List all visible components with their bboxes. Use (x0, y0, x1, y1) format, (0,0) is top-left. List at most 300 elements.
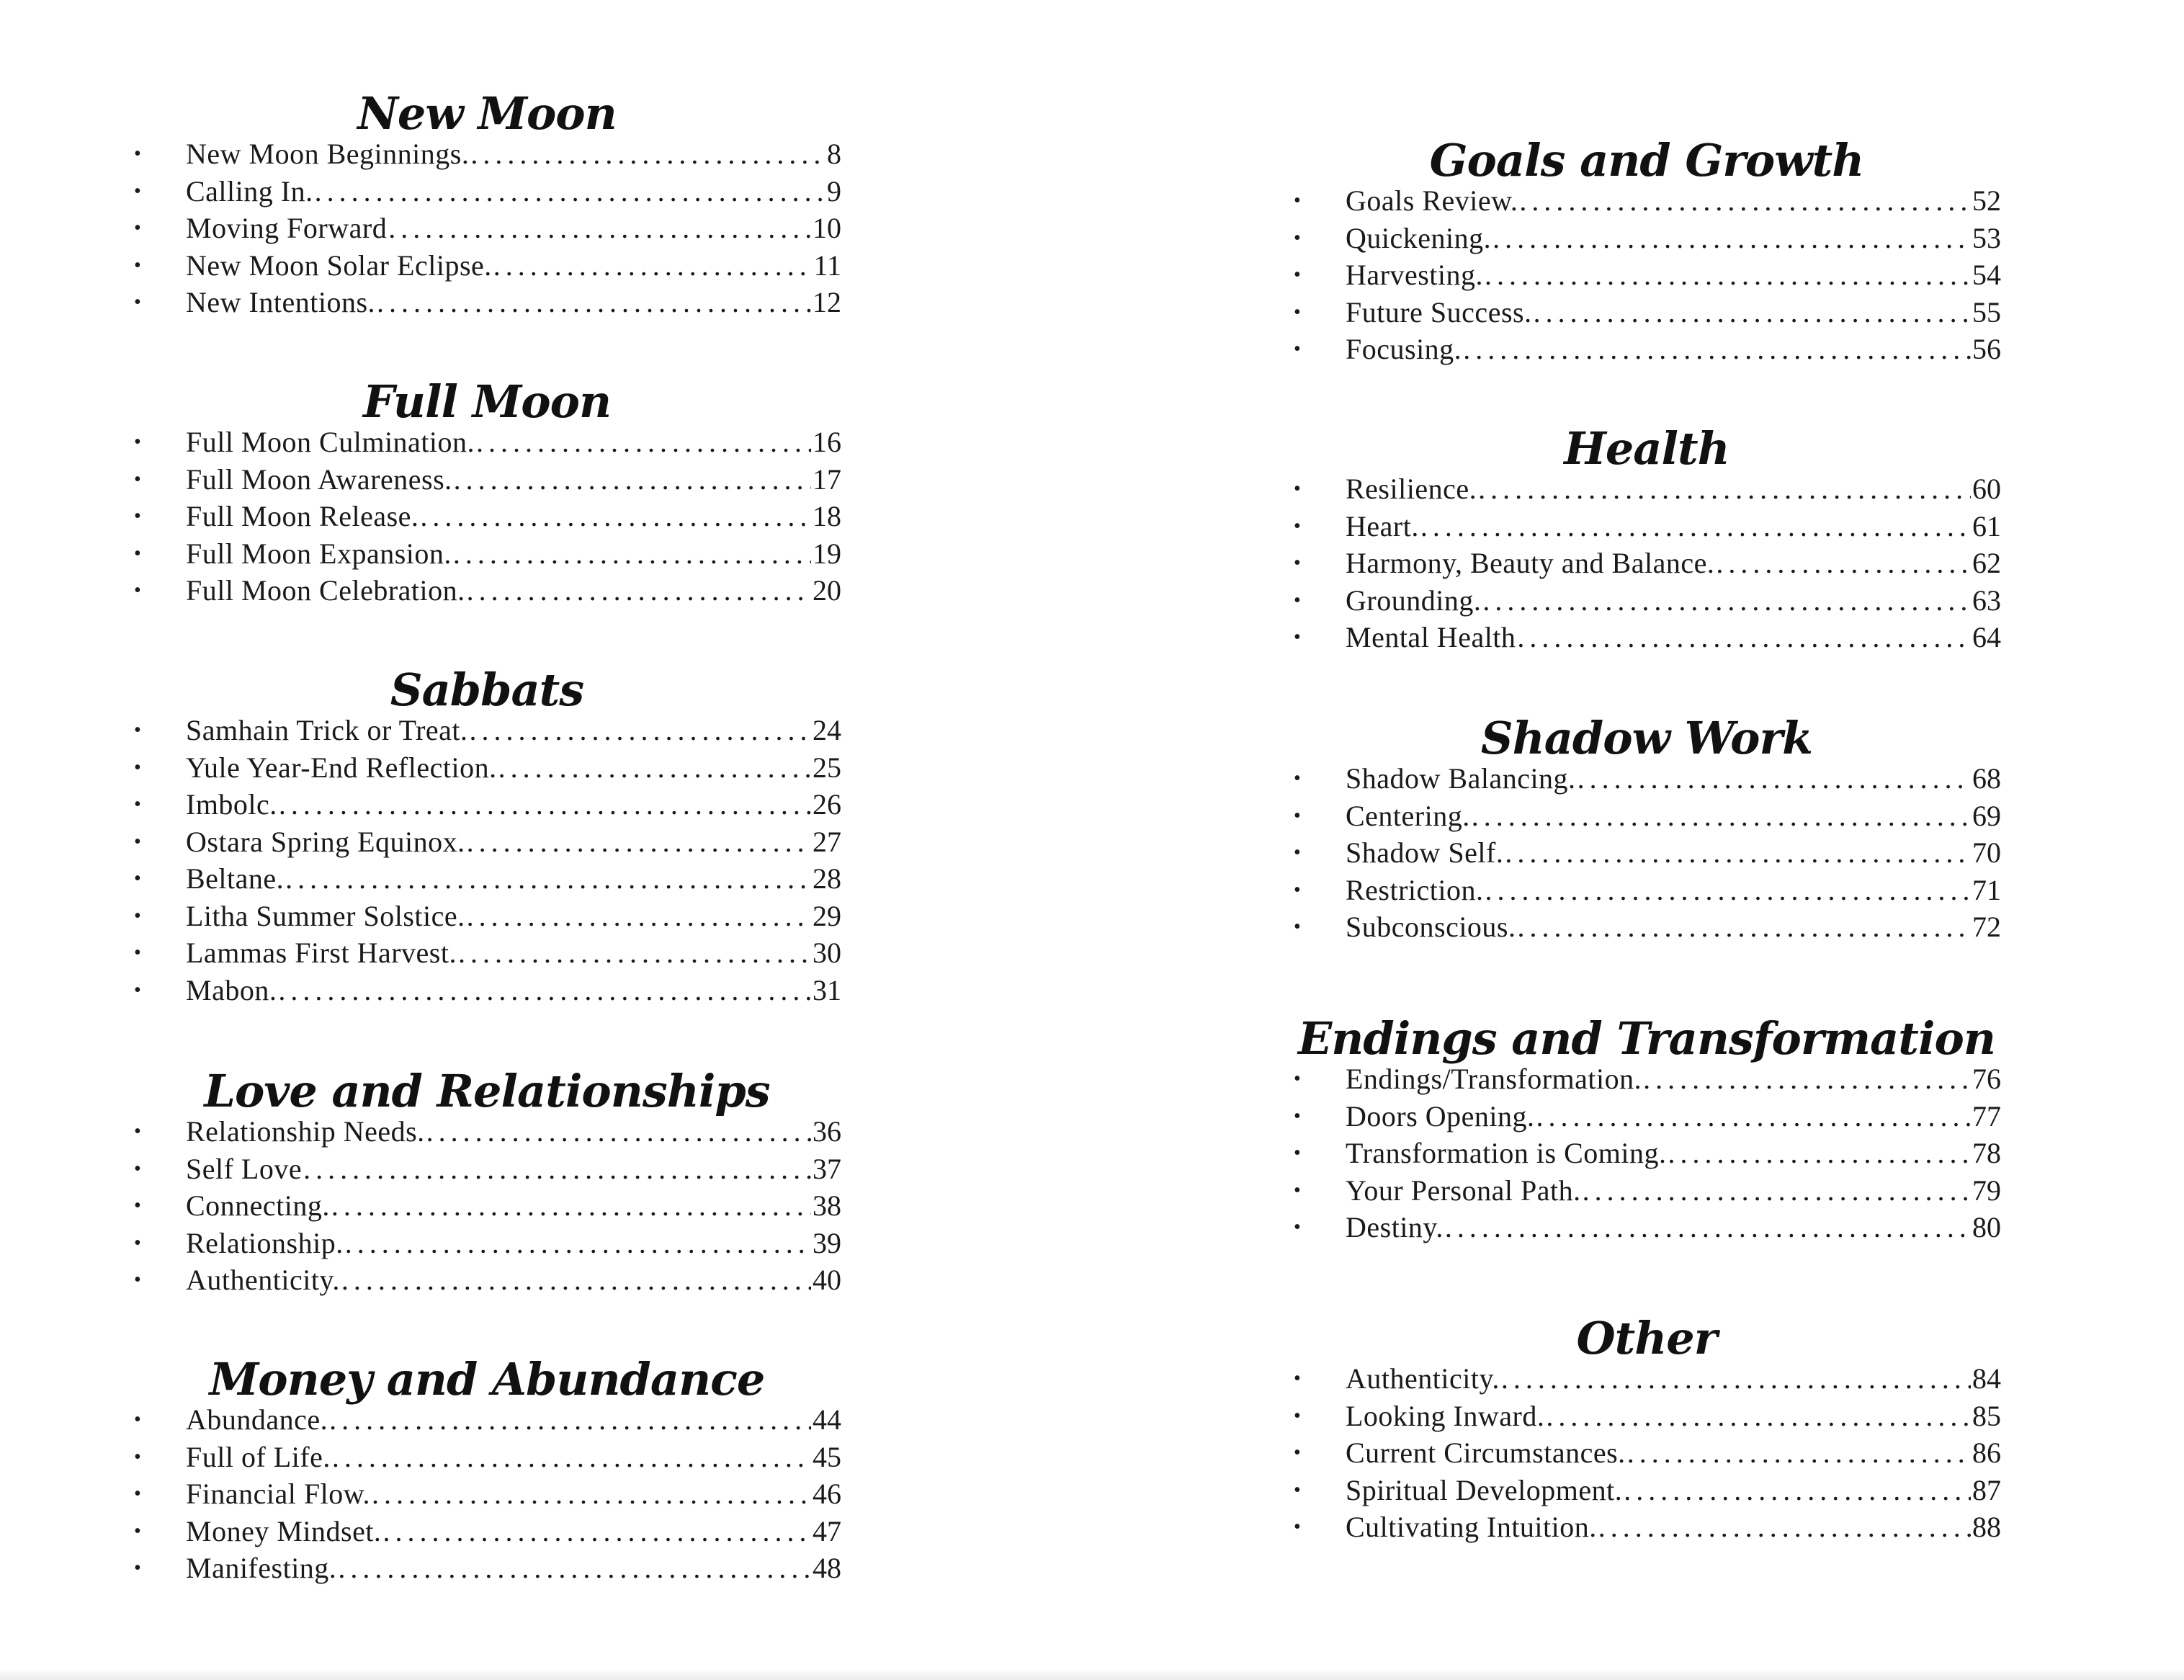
dot-leader (340, 1261, 811, 1299)
page-number: 77 (1972, 1099, 2001, 1132)
dot-leader (1484, 872, 1971, 909)
toc-entry-row (186, 461, 841, 499)
entry-title: Money Mindset. (186, 1514, 382, 1547)
toc-entry-row (186, 135, 841, 173)
page-number: 64 (1972, 621, 2001, 653)
dot-leader (1516, 908, 1972, 946)
page-number: 63 (1972, 584, 2001, 617)
bullet-icon: • (134, 542, 141, 565)
toc-entry (1286, 834, 2007, 872)
entry-title: Relationship Needs. (186, 1115, 425, 1148)
bullet-icon: • (1294, 589, 1301, 612)
dot-leader (1491, 220, 1971, 257)
bullet-icon: • (1294, 478, 1301, 500)
page-number: 45 (813, 1440, 841, 1473)
toc-entry-row (186, 247, 841, 285)
bullet-icon: • (134, 793, 141, 816)
page-number: 30 (813, 937, 841, 969)
toc-entry-row (186, 749, 841, 787)
bullet-icon: • (1294, 626, 1301, 648)
page-number: 84 (1972, 1362, 2001, 1395)
section-heading: Health (1564, 422, 1729, 475)
bullet-icon: • (1294, 1104, 1301, 1127)
bullet-icon: • (134, 579, 141, 602)
page-number: 47 (813, 1514, 841, 1547)
page-number: 61 (1972, 509, 2001, 542)
toc-entry-row (1346, 1509, 2001, 1546)
toc-entry-list (127, 712, 847, 1009)
page-number: 24 (813, 714, 841, 746)
bullet-icon: • (134, 756, 141, 779)
dot-leader (1470, 797, 1971, 835)
toc-entry (1286, 797, 2007, 835)
bullet-icon: • (134, 431, 141, 453)
entry-title: Authenticity. (1346, 1362, 1500, 1395)
dot-leader (331, 1439, 811, 1476)
entry-title: Harvesting. (1346, 259, 1484, 291)
section-heading: Goals and Growth (1429, 134, 1864, 187)
page-number: 52 (1972, 184, 2001, 217)
toc-entry-row (186, 424, 841, 461)
entry-title: Your Personal Path. (1346, 1174, 1581, 1207)
entry-title: Spiritual Development. (1346, 1473, 1623, 1506)
toc-entry-row (186, 572, 841, 609)
entry-title: Financial Flow. (186, 1478, 370, 1510)
entry-title: Authenticity. (186, 1264, 340, 1296)
page-number: 87 (1972, 1473, 2001, 1506)
entry-title: New Moon Beginnings. (186, 138, 470, 170)
toc-entry-row (1346, 470, 2001, 508)
toc-entry (127, 823, 847, 861)
toc-entry-list (127, 1401, 847, 1587)
toc-entry (1286, 908, 2007, 946)
toc-entry-row (186, 1261, 841, 1299)
dot-leader (1462, 331, 1971, 368)
toc-entry (127, 749, 847, 787)
toc-entry (127, 498, 847, 535)
bullet-icon: • (1294, 514, 1301, 537)
bullet-icon: • (134, 1157, 141, 1180)
toc-entry-row (1346, 760, 2001, 797)
entry-title: Full Moon Expansion. (186, 537, 452, 570)
dot-leader (469, 135, 825, 173)
dot-leader (1544, 1398, 1971, 1435)
toc-entry (1286, 470, 2007, 508)
bullet-icon: • (134, 1519, 141, 1542)
toc-entry (1286, 760, 2007, 797)
entry-title: Centering. (1346, 799, 1470, 832)
toc-entry (127, 1261, 847, 1299)
toc-entry-row (186, 210, 841, 247)
entry-title: Calling In. (186, 174, 313, 207)
page-number: 55 (1972, 295, 2001, 329)
dot-leader (1714, 545, 1971, 582)
dot-leader (1667, 1135, 1972, 1172)
bullet-icon: • (134, 1194, 141, 1217)
entry-title: Litha Summer Solstice. (186, 899, 465, 932)
entry-title: New Intentions. (186, 286, 376, 318)
entry-title: Focusing. (1346, 333, 1462, 365)
bullet-icon: • (134, 942, 141, 964)
page-number: 54 (1972, 259, 2001, 291)
dot-leader (1516, 619, 1971, 656)
dot-leader (387, 210, 811, 247)
dot-leader (313, 173, 825, 210)
bullet-icon: • (134, 179, 141, 202)
toc-entry (127, 284, 847, 321)
dot-leader (284, 860, 811, 898)
page-number: 78 (1972, 1137, 2001, 1169)
toc-entry-list (1286, 1060, 2007, 1246)
bullet-icon: • (1294, 841, 1301, 864)
toc-entry (1286, 220, 2007, 257)
dot-leader (1500, 1360, 1971, 1398)
bullet-icon: • (134, 1269, 141, 1291)
toc-entry-row (186, 898, 841, 935)
toc-entry (1286, 182, 2007, 220)
dot-leader (1535, 1098, 1971, 1135)
toc-entry (127, 1401, 847, 1439)
toc-entry (1286, 256, 2007, 294)
toc-entry (127, 1475, 847, 1513)
page-number: 8 (827, 138, 841, 170)
toc-entry (127, 786, 847, 823)
bullet-icon: • (134, 1445, 141, 1468)
page-number: 27 (813, 825, 841, 858)
dot-leader (1576, 760, 1971, 797)
bullet-icon: • (1294, 916, 1301, 938)
page-number: 62 (1972, 547, 2001, 579)
page-number: 31 (813, 973, 841, 1006)
entry-title: Shadow Balancing. (1346, 762, 1576, 795)
entry-title: Transformation is Coming. (1346, 1137, 1667, 1169)
toc-entry (127, 424, 847, 461)
entry-title: Destiny. (1346, 1211, 1444, 1243)
dot-leader (370, 1475, 811, 1513)
toc-entry (127, 535, 847, 573)
page-number: 40 (813, 1264, 841, 1296)
bullet-icon: • (1294, 1068, 1301, 1090)
page-number: 12 (813, 286, 841, 318)
toc-entry-row (186, 1150, 841, 1188)
page-number: 53 (1972, 221, 2001, 254)
dot-leader (1622, 1472, 1971, 1509)
page-number: 86 (1972, 1437, 2001, 1469)
section-heading: Other (1576, 1312, 1717, 1364)
toc-entry-row (1346, 220, 2001, 257)
toc-entry (1286, 1135, 2007, 1172)
bullet-icon: • (134, 1231, 141, 1254)
section-heading: Love and Relationships (204, 1065, 770, 1117)
entry-title: Yule Year-End Reflection. (186, 751, 497, 784)
dot-leader (328, 1401, 811, 1439)
dot-leader (465, 823, 811, 861)
bullet-icon: • (1294, 189, 1301, 212)
entry-title: Mabon. (186, 973, 277, 1006)
dot-leader (1419, 508, 1971, 545)
toc-entry (127, 210, 847, 247)
entry-title: Manifesting. (186, 1552, 337, 1584)
entry-title: Heart. (1346, 509, 1419, 542)
bullet-icon: • (134, 904, 141, 927)
dot-leader (492, 247, 813, 285)
page-number: 11 (813, 249, 841, 282)
bullet-icon: • (1294, 1179, 1301, 1202)
dot-leader (1444, 1209, 1971, 1246)
entry-title: Future Success. (1346, 295, 1532, 329)
bullet-icon: • (134, 254, 141, 277)
toc-entry (1286, 582, 2007, 620)
bullet-icon: • (1294, 552, 1301, 574)
bullet-icon: • (134, 830, 141, 853)
toc-entry-list (127, 1113, 847, 1299)
toc-entry (1286, 508, 2007, 545)
toc-entry (1286, 1172, 2007, 1210)
toc-entry-row (1346, 1209, 2001, 1246)
toc-entry (127, 860, 847, 898)
dot-leader (375, 284, 811, 321)
entry-title: Subconscious. (1346, 911, 1516, 943)
bullet-icon: • (1294, 1516, 1301, 1538)
toc-entry-list (127, 424, 847, 609)
dot-leader (465, 898, 811, 935)
dot-leader (1481, 582, 1971, 620)
entry-title: Cultivating Intuition. (1346, 1511, 1597, 1543)
toc-entry-row (1346, 797, 2001, 835)
entry-title: Imbolc. (186, 788, 277, 821)
section-heading: Full Moon (362, 375, 612, 428)
page-number: 70 (1972, 836, 2001, 869)
toc-entry (1286, 619, 2007, 656)
page-number: 56 (1972, 333, 2001, 365)
dot-leader (419, 498, 811, 535)
toc-entry-row (186, 1187, 841, 1225)
entry-title: Restriction. (1346, 873, 1484, 906)
entry-title: Full Moon Awareness. (186, 463, 452, 496)
page-number: 29 (813, 899, 841, 932)
entry-title: Moving Forward (186, 212, 388, 244)
toc-entry-row (186, 1550, 841, 1587)
toc-entry-row (1346, 1472, 2001, 1509)
toc-entry-list (1286, 470, 2007, 656)
dot-leader (1642, 1060, 1971, 1098)
bullet-icon: • (1294, 767, 1301, 790)
bullet-icon: • (134, 867, 141, 890)
toc-entry-row (1346, 256, 2001, 294)
toc-entry-row (1346, 872, 2001, 909)
toc-entry-row (186, 1225, 841, 1262)
bullet-icon: • (1294, 1404, 1301, 1427)
bullet-icon: • (1294, 878, 1301, 901)
page-number: 10 (813, 212, 841, 244)
page-number: 76 (1972, 1063, 2001, 1095)
page-number: 18 (813, 500, 841, 532)
page-number: 16 (813, 426, 841, 458)
page-number: 80 (1972, 1211, 2001, 1243)
toc-entry-row (186, 1475, 841, 1513)
entry-title: Full Moon Celebration. (186, 574, 465, 607)
toc-entry-row (186, 1439, 841, 1476)
toc-entry (1286, 1398, 2007, 1435)
page-number: 26 (813, 788, 841, 821)
page-number: 79 (1972, 1174, 2001, 1207)
toc-entry-row (1346, 1135, 2001, 1172)
page-number: 44 (813, 1403, 841, 1436)
dot-leader (330, 1187, 811, 1225)
toc-entry (127, 1187, 847, 1225)
dot-leader (465, 572, 811, 609)
toc-entry (127, 461, 847, 499)
entry-title: Full Moon Release. (186, 500, 419, 532)
page-number: 37 (813, 1152, 841, 1185)
toc-entry (1286, 1509, 2007, 1546)
entry-title: Harmony, Beauty and Balance. (1346, 547, 1715, 579)
entry-title: Looking Inward. (1346, 1399, 1545, 1432)
toc-entry-row (1346, 1360, 2001, 1398)
toc-entry-row (186, 934, 841, 972)
toc-entry (1286, 1434, 2007, 1472)
dot-leader (277, 786, 811, 823)
toc-entry-row (186, 972, 841, 1009)
bullet-icon: • (134, 505, 141, 527)
page-number: 48 (813, 1552, 841, 1584)
toc-entry-row (186, 173, 841, 210)
toc-entry-row (186, 1513, 841, 1550)
toc-entry-list (127, 135, 847, 321)
toc-entry (127, 934, 847, 972)
dot-leader (344, 1225, 811, 1262)
toc-entry (127, 898, 847, 935)
dot-leader (1581, 1172, 1971, 1210)
section-heading: New Moon (357, 87, 617, 140)
entry-title: Connecting. (186, 1189, 330, 1222)
toc-entry-row (1346, 908, 2001, 946)
dot-leader (1518, 182, 1971, 220)
entry-title: Resilience. (1346, 473, 1477, 505)
bullet-icon: • (1294, 338, 1301, 360)
dot-leader (452, 535, 811, 573)
toc-entry (127, 1113, 847, 1150)
toc-entry (127, 1150, 847, 1188)
dot-leader (475, 424, 811, 461)
toc-entry-row (186, 1113, 841, 1150)
dot-leader (336, 1550, 811, 1587)
entry-title: Full of Life. (186, 1440, 331, 1473)
dot-leader (1503, 834, 1971, 872)
page-number: 88 (1972, 1511, 2001, 1543)
toc-entry-row (1346, 182, 2001, 220)
toc-entry (1286, 1209, 2007, 1246)
bullet-icon: • (1294, 804, 1301, 827)
dot-leader (381, 1513, 811, 1550)
toc-entry-row (186, 498, 841, 535)
bullet-icon: • (1294, 1367, 1301, 1390)
toc-entry-row (1346, 545, 2001, 582)
toc-entry-row (186, 535, 841, 573)
toc-entry-row (1346, 508, 2001, 545)
toc-entry-row (1346, 834, 2001, 872)
section-heading: Sabbats (390, 663, 584, 716)
page-number: 85 (1972, 1399, 2001, 1432)
entry-title: Ostara Spring Equinox. (186, 825, 465, 858)
entry-title: Abundance. (186, 1403, 328, 1436)
dot-leader (452, 461, 811, 499)
toc-entry (127, 247, 847, 285)
entry-title: Mental Health (1346, 621, 1516, 653)
bullet-icon: • (134, 143, 141, 165)
toc-entry-row (1346, 1060, 2001, 1098)
entry-title: Endings/Transformation. (1346, 1063, 1642, 1095)
toc-entry-row (186, 284, 841, 321)
page-number: 60 (1972, 473, 2001, 505)
toc-entry-row (1346, 294, 2001, 331)
bullet-icon: • (134, 217, 141, 239)
toc-entry (1286, 1098, 2007, 1135)
dot-leader (425, 1113, 811, 1150)
dot-leader (302, 1150, 811, 1188)
page-number: 19 (813, 537, 841, 570)
toc-entry-list (1286, 1360, 2007, 1546)
entry-title: Full Moon Culmination. (186, 426, 475, 458)
toc-entry (1286, 294, 2007, 331)
dot-leader (277, 972, 811, 1009)
bullet-icon: • (134, 1408, 141, 1431)
page-number: 69 (1972, 799, 2001, 832)
toc-entry (127, 1439, 847, 1476)
page-number: 46 (813, 1478, 841, 1510)
toc-entry-row (1346, 1098, 2001, 1135)
page-number: 20 (813, 574, 841, 607)
page-number: 39 (813, 1226, 841, 1259)
toc-entry-row (1346, 1172, 2001, 1210)
dot-leader (468, 712, 811, 749)
entry-title: Current Circumstances. (1346, 1437, 1626, 1469)
entry-title: Shadow Self. (1346, 836, 1504, 869)
bullet-icon: • (1294, 1442, 1301, 1464)
toc-entry-row (186, 786, 841, 823)
toc-entry (127, 572, 847, 609)
page-number: 28 (813, 862, 841, 895)
toc-entry (127, 1225, 847, 1262)
toc-entry (1286, 545, 2007, 582)
bullet-icon: • (1294, 1478, 1301, 1501)
toc-entry-row (1346, 1398, 2001, 1435)
page-number: 71 (1972, 873, 2001, 906)
toc-entry-row (1346, 582, 2001, 620)
bullet-icon: • (134, 1120, 141, 1143)
entry-title: New Moon Solar Eclipse. (186, 249, 492, 282)
bullet-icon: • (1294, 1142, 1301, 1164)
entry-title: Grounding. (1346, 584, 1482, 617)
page-number: 72 (1972, 911, 2001, 943)
toc-entry-list (1286, 182, 2007, 368)
dot-leader (1477, 470, 1971, 508)
entry-title: Self Love (186, 1152, 303, 1185)
entry-title: Goals Review. (1346, 184, 1518, 217)
entry-title: Beltane. (186, 862, 285, 895)
entry-title: Relationship. (186, 1226, 344, 1259)
page-number: 38 (813, 1189, 841, 1222)
toc-entry (1286, 1360, 2007, 1398)
toc-entry (127, 1550, 847, 1587)
section-heading: Endings and Transformation (1298, 1012, 1995, 1065)
toc-entry (127, 173, 847, 210)
toc-entry-row (186, 860, 841, 898)
section-heading: Shadow Work (1480, 712, 1813, 764)
bullet-icon: • (134, 1483, 141, 1505)
dot-leader (1597, 1509, 1971, 1546)
toc-entry (127, 135, 847, 173)
